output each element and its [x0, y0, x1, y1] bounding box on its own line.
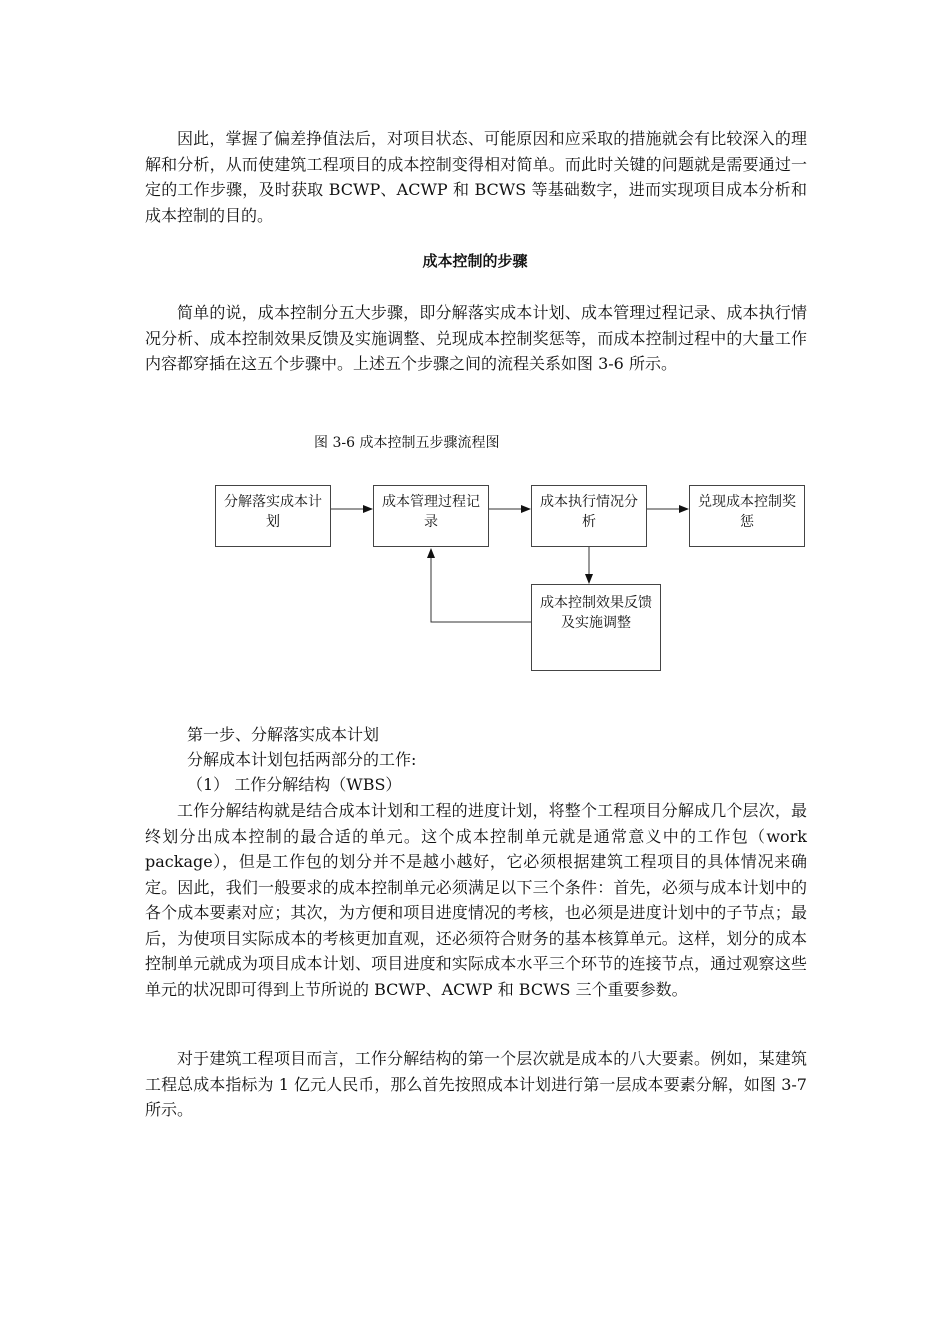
paragraph-wbs: 工作分解结构就是结合成本计划和工程的进度计划，将整个工程项目分解成几个层次，最终划分出成本控制的最合适的单元。这个成本控制单元就是通常意义中的工作包（work package），但是工作包的划分并不是越小越好，它必须根据建筑工程项目的具体情况来确定。因此，我们一般要求的成本控制单元必须满足以下三个条件：首先，必须与成本计划中的各个成本要素对应；其次，为方便和项目进度情况的考核，也必须是进度计划中的子节点；最后，为使项目实际成本的考核更加直观，还必须符合财务的基本核算单元。这样，划分的成本控制单元就成为项目成本计划、项目进度和实际成本水平三个环节的连接节点，通过观察这些单元的状况即可得到上节所说的 BCWP、ACWP 和 BCWS 三个重要参数。 [145, 801, 807, 999]
flow-box-decompose-plan [215, 485, 331, 547]
step1-intro: 分解成本计划包括两部分的工作: [187, 750, 417, 769]
paragraph-cost-elements: 对于建筑工程项目而言，工作分解结构的第一个层次就是成本的八大要素。例如，某建筑工程总成本指标为 1 亿元人民币，那么首先按照成本计划进行第一层成本要素分解，如图 3-7 所示。 [145, 1049, 807, 1119]
flow-box-label: 分解落实成本计划 [224, 494, 322, 530]
flow-box-reward-penalty [689, 485, 805, 547]
arrow-box5-to-box2 [431, 549, 531, 622]
step1-item-wbs: （1） 工作分解结构（WBS） [187, 775, 402, 794]
flow-box-label: 成本控制效果反馈及实施调整 [540, 595, 652, 631]
flow-box-label: 成本管理过程记录 [382, 494, 480, 530]
paragraph-steps-overview: 简单的说，成本控制分五大步骤，即分解落实成本计划、成本管理过程记录、成本执行情况分析、成本控制效果反馈及实施调整、兑现成本控制奖惩等，而成本控制过程中的大量工作内容都穿插在这五个步骤中。上述五个步骤之间的流程关系如图 3-6 所示。 [145, 303, 807, 373]
figure-caption: 图 3-6 成本控制五步骤流程图 [314, 435, 500, 451]
paragraph-intro: 因此，掌握了偏差挣值法后，对项目状态、可能原因和应采取的措施就会有比较深入的理解和分析，从而使建筑工程项目的成本控制变得相对简单。而此时关键的问题就是需要通过一定的工作步骤，及时获取 BCWP、ACWP 和 BCWS 等基础数字，进而实现项目成本分析和成本控制的目的。 [145, 129, 807, 225]
section-heading: 成本控制的步骤 [422, 252, 528, 270]
flow-box-process-record [373, 485, 489, 547]
flow-box-feedback-adjust [531, 584, 661, 671]
flow-box-label: 兑现成本控制奖惩 [698, 494, 796, 530]
flow-box-label: 成本执行情况分析 [540, 494, 638, 530]
step1-title: 第一步、分解落实成本计划 [187, 725, 380, 744]
flow-box-execution-analysis [531, 485, 647, 547]
